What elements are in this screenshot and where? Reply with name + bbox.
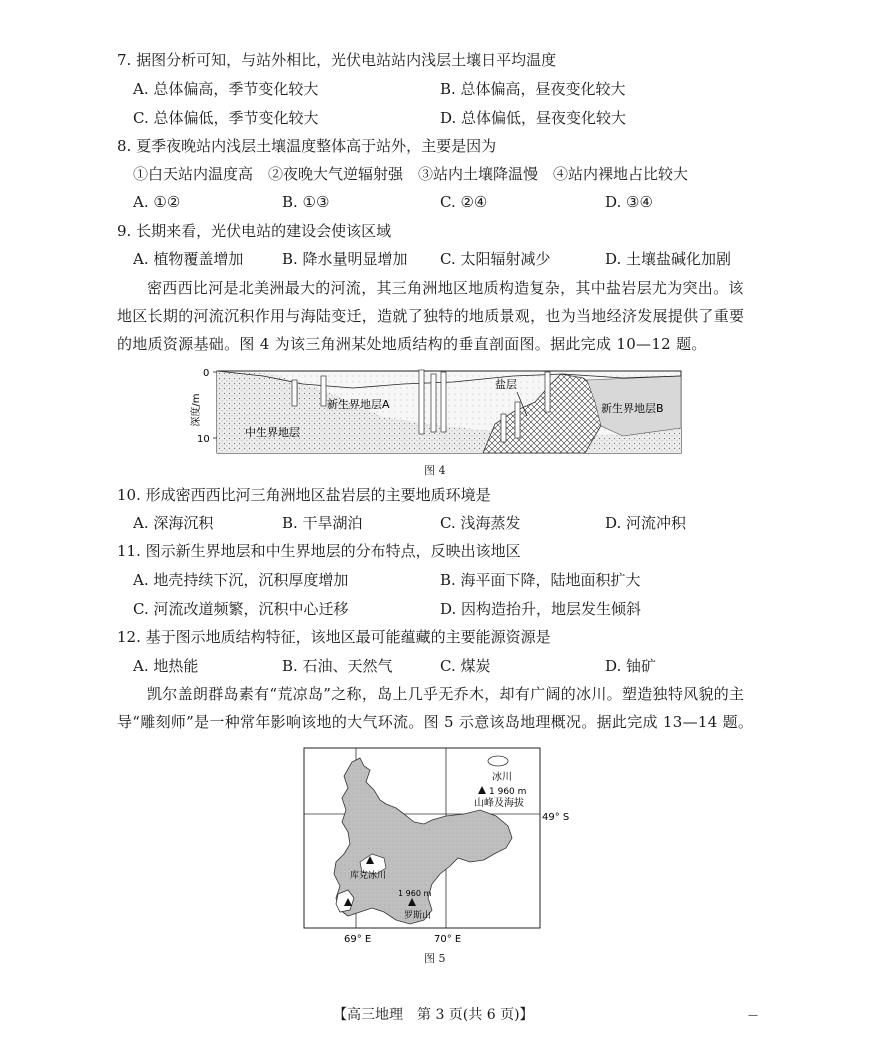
salt-column-3: [419, 370, 424, 434]
q7-stem: 7. 据图分析可知，与站外相比，光伏电站站内浅层土壤日平均温度: [117, 51, 557, 69]
q10-option-b: B. 干旱湖泊: [282, 514, 363, 532]
page-footer: 【高三地理 第 3 页(共 6 页)】: [333, 1007, 534, 1023]
q12-option-c: C. 煤炭: [440, 657, 491, 675]
passage-mississippi: 密西西比河是北美洲最大的河流，其三角洲地区地质构造复杂，其中盐岩层尤为突出。该地区长期的河流沉积作用与海陆变迁，造就了独特的地质景观，也为当地经济发展提供了重要的地质资源基础。图 4 为该三角洲某处地质结构的垂直剖面图。据此完成 10—12 题。: [117, 279, 745, 353]
legend-glacier-icon: [488, 756, 508, 766]
label-salt-layer: 盐层: [495, 378, 517, 391]
q8-option-d: D. ③④: [605, 193, 653, 211]
figure-5-caption: 图 5: [424, 952, 446, 965]
q9-option-a: A. 植物覆盖增加: [133, 250, 244, 268]
q12-stem: 12. 基于图示地质结构特征，该地区最可能蕴藏的主要能源资源是: [117, 628, 551, 646]
q12-option-d: D. 铀矿: [605, 657, 657, 675]
label-mesozoic: 中生界地层: [245, 426, 300, 439]
legend-peak-height: 1 960 m: [489, 787, 527, 797]
q7-option-a: A. 总体偏高，季节变化较大: [133, 80, 319, 98]
q10-stem: 10. 形成密西西比河三角洲地区盐岩层的主要地质环境是: [117, 486, 491, 504]
figure-5-island-map: [300, 744, 585, 946]
q8-option-c: C. ②④: [440, 193, 488, 211]
tick-10: 10: [197, 434, 210, 445]
label-layer-b: 新生界地层B: [601, 402, 664, 415]
salt-column-5: [441, 372, 446, 432]
q8-items: ①白天站内温度高 ②夜晚大气逆辐射强 ③站内土壤降温慢 ④站内裸地占比较大: [133, 165, 689, 183]
q9-option-d: D. 土壤盐碱化加剧: [605, 250, 732, 268]
glacier-name: 库克冰川: [350, 871, 387, 881]
figure-4-cross-section: [183, 362, 683, 458]
label-layer-a: 新生界地层A: [327, 398, 390, 411]
longitude-70-label: 70° E: [434, 934, 462, 945]
q8-stem: 8. 夏季夜晚站内浅层土壤温度整体高于站外，主要是因为: [117, 137, 497, 155]
q11-option-b: B. 海平面下降，陆地面积扩大: [440, 571, 641, 589]
salt-column-7: [515, 402, 520, 438]
q12-option-a: A. 地热能: [133, 657, 199, 675]
q8-option-a: A. ①②: [133, 193, 181, 211]
q7-option-c: C. 总体偏低，季节变化较大: [133, 109, 319, 127]
q11-option-a: A. 地壳持续下沉，沉积厚度增加: [133, 571, 349, 589]
q11-stem: 11. 图示新生界地层和中生界地层的分布特点，反映出该地区: [117, 542, 521, 560]
q11-option-d: D. 因构造抬升，地层发生倾斜: [440, 600, 642, 618]
q11-option-c: C. 河流改道频繁，沉积中心迁移: [133, 600, 349, 618]
y-axis-label: 深度/m: [191, 393, 202, 427]
q9-option-c: C. 太阳辐射减少: [440, 250, 551, 268]
salt-column-1: [292, 380, 297, 406]
q9-option-b: B. 降水量明显增加: [282, 250, 408, 268]
peak-height: 1 960 m: [398, 889, 432, 898]
legend-peak-label: 山峰及海拔: [474, 798, 524, 809]
q10-option-a: A. 深海沉积: [133, 514, 214, 532]
latitude-label: 49° S: [542, 812, 570, 823]
salt-column-6: [501, 414, 506, 442]
q12-option-b: B. 石油、天然气: [282, 657, 393, 675]
salt-column-2: [321, 376, 326, 406]
q8-option-b: B. ①③: [282, 193, 330, 211]
q9-stem: 9. 长期来看，光伏电站的建设会使该区域: [117, 222, 392, 240]
q7-option-d: D. 总体偏低，昼夜变化较大: [440, 109, 627, 127]
q7-option-b: B. 总体偏高，昼夜变化较大: [440, 80, 626, 98]
q10-option-c: C. 浅海蒸发: [440, 514, 521, 532]
legend-glacier-label: 冰川: [492, 772, 512, 783]
passage-kerguelen: 凯尔盖朗群岛素有“荒凉岛”之称，岛上几乎无乔木，却有广阔的冰川。塑造独特风貌的主导“雕刻师”是一种常年影响该地的大气环流。图 5 示意该岛地理概况。据此完成 13—14 题。: [117, 685, 754, 731]
peak-name: 罗斯山: [404, 911, 432, 921]
corner-mark: —: [748, 1010, 758, 1021]
longitude-69-label: 69° E: [344, 934, 372, 945]
figure-4-caption: 图 4: [424, 464, 446, 477]
salt-column-8: [545, 372, 550, 412]
tick-0: 0: [203, 368, 210, 379]
salt-column-4: [431, 374, 436, 432]
q10-option-d: D. 河流冲积: [605, 514, 687, 532]
